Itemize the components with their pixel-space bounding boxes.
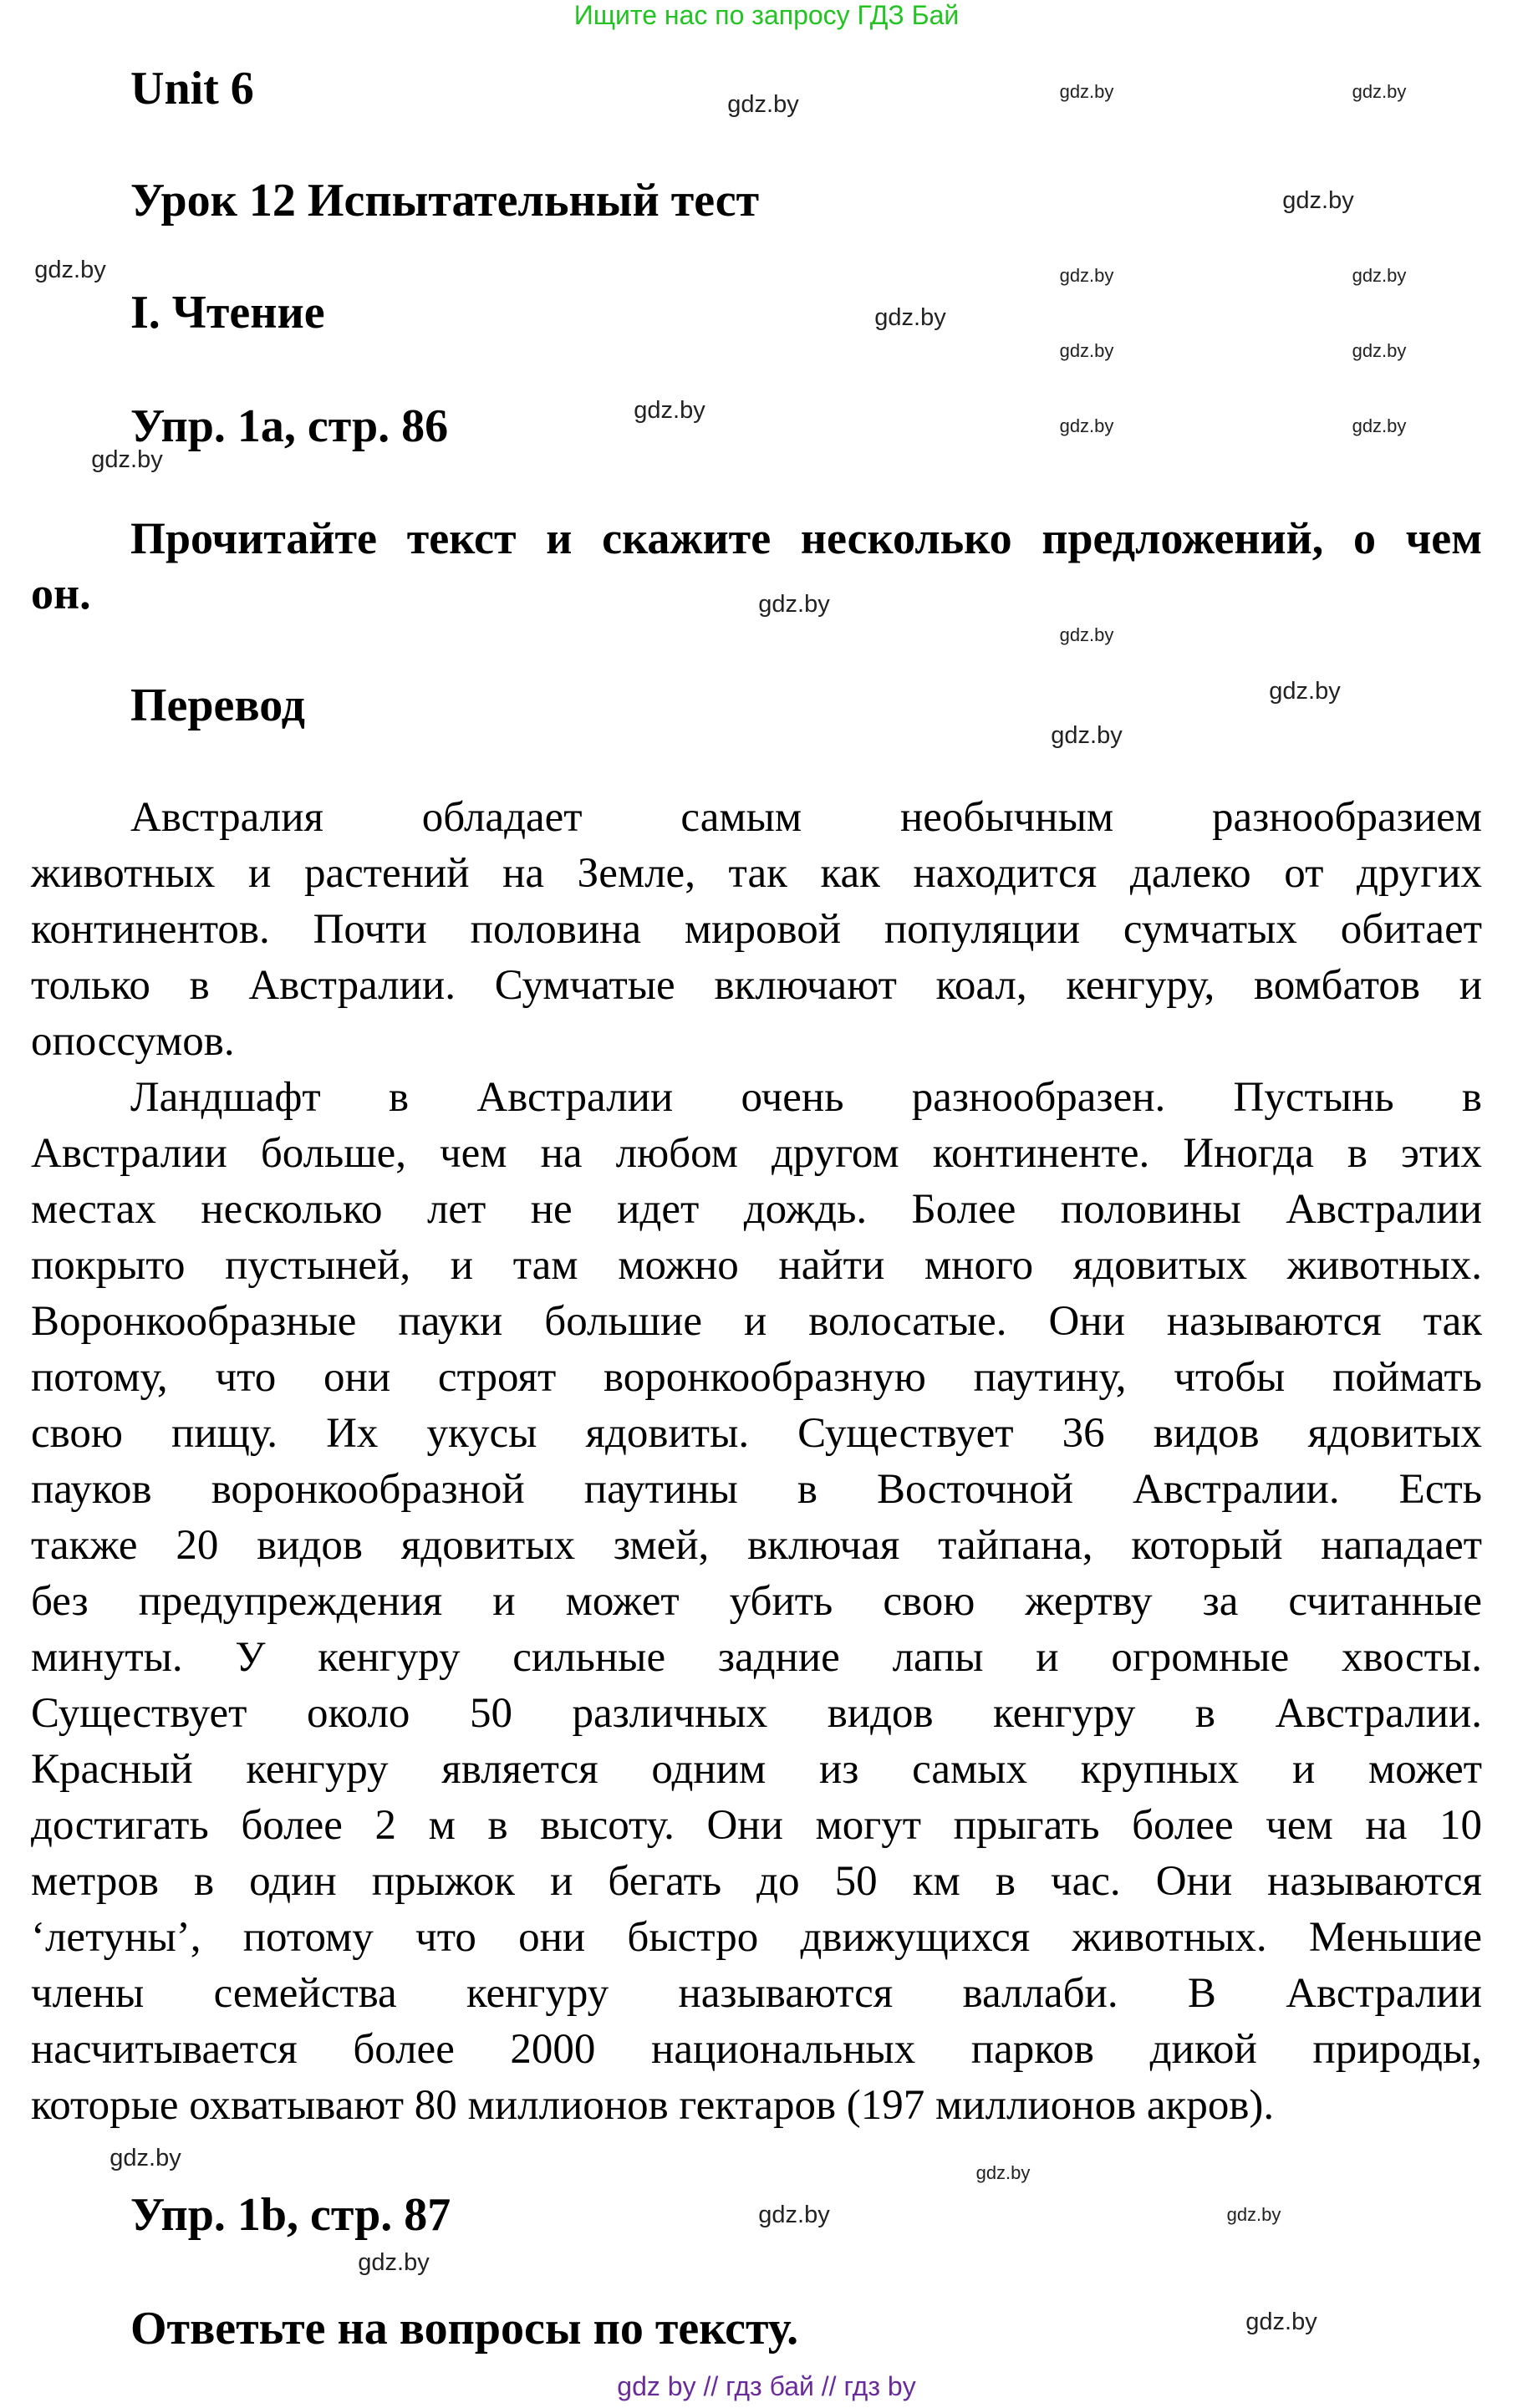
text-line: Ландшафт в Австралии очень разнообразен. Пустынь в — [130, 1074, 1482, 1121]
exercise-1a-heading: Упр. 1а, стр. 86 — [130, 400, 449, 452]
task-1a-line: Прочитайте текст и скажите несколько предложений, о чем — [130, 513, 1482, 563]
text-line: Воронкообразные пауки большие и волосатые. Они называются так — [31, 1298, 1482, 1345]
text-line: Существует около 50 различных видов кенгуру в Австралии. — [31, 1690, 1482, 1737]
text-line: потому, что они строят воронкообразную паутину, чтобы поймать — [31, 1354, 1482, 1401]
text-line: метров в один прыжок и бегать до 50 км в час. Они называются — [31, 1858, 1482, 1905]
watermark-text: gdz.by — [1352, 340, 1407, 361]
text-line: местах несколько лет не идет дождь. Более половины Австралии — [31, 1186, 1482, 1233]
watermark-text: gdz.by — [1226, 2204, 1281, 2225]
unit-heading: Unit 6 — [130, 63, 254, 115]
section-heading: I. Чтение — [130, 287, 325, 339]
translation-heading: Перевод — [130, 680, 305, 731]
watermark-text: gdz.by — [110, 2145, 181, 2171]
text-line: свою пищу. Их укусы ядовиты. Существует 36 видов ядовитых — [31, 1410, 1482, 1457]
text-line: ‘летуны’, потому что они быстро движущихся животных. Меньшие — [31, 1914, 1482, 1961]
watermark-text: gdz.by — [1059, 624, 1114, 645]
watermark-text: gdz.by — [758, 2202, 830, 2228]
exercise-1b-heading: Упр. 1b, стр. 87 — [130, 2189, 451, 2241]
watermark-text: gdz.by — [1352, 81, 1407, 102]
watermark-text: gdz.by — [1059, 265, 1114, 286]
text-line: насчитывается более 2000 национальных парков дикой природы, — [31, 2026, 1482, 2073]
text-line: достигать более 2 м в высоту. Они могут прыгать более чем на 10 — [31, 1802, 1482, 1849]
task-1a-line: он. — [31, 568, 91, 619]
watermark-text: gdz.by — [1245, 2309, 1317, 2335]
task-1b: Ответьте на вопросы по тексту. — [130, 2303, 799, 2355]
text-line: только в Австралии. Сумчатые включают коал, кенгуру, вомбатов и — [31, 962, 1482, 1009]
text-line: Красный кенгуру является одним из самых крупных и может — [31, 1746, 1482, 1793]
search-banner-link[interactable]: Ищите нас по запросу ГДЗ Бай — [573, 0, 960, 30]
text-line: опоссумов. — [31, 1018, 235, 1065]
text-line: Австралия обладает самым необычным разнообразием — [130, 794, 1482, 841]
lesson-title: Урок 12 Испытательный тест — [130, 175, 760, 227]
watermark-text: gdz.by — [1059, 340, 1114, 361]
bottom-links[interactable]: gdz by // гдз бай // гдз by — [617, 2371, 916, 2401]
watermark-text: gdz.by — [1269, 678, 1341, 705]
text-line: континентов. Почти половина мировой популяции сумчатых обитает — [31, 906, 1482, 953]
text-line: которые охватывают 80 миллионов гектаров (197 миллионов акров). — [31, 2082, 1275, 2129]
text-line: минуты. У кенгуру сильные задние лапы и огромные хвосты. — [31, 1634, 1482, 1681]
text-line: животных и растений на Земле, так как находится далеко от других — [31, 850, 1482, 897]
text-line: пауков воронкообразной паутины в Восточной Австралии. Есть — [31, 1466, 1482, 1513]
watermark-text: gdz.by — [634, 397, 705, 424]
text-line: члены семейства кенгуру называются валлаби. В Австралии — [31, 1970, 1482, 2017]
watermark-text: gdz.by — [1059, 81, 1114, 102]
watermark-text: gdz.by — [758, 591, 830, 618]
watermark-text: gdz.by — [874, 304, 946, 331]
text-line: покрыто пустыней, и там можно найти много ядовитых животных. — [31, 1242, 1482, 1289]
text-line: также 20 видов ядовитых змей, включая тайпана, который нападает — [31, 1522, 1482, 1569]
watermark-text: gdz.by — [727, 91, 799, 118]
text-line: без предупреждения и может убить свою жертву за считанные — [31, 1578, 1482, 1625]
watermark-text: gdz.by — [34, 257, 106, 283]
watermark-text: gdz.by — [1352, 415, 1407, 436]
watermark-text: gdz.by — [91, 446, 163, 473]
watermark-text: gdz.by — [1352, 265, 1407, 286]
watermark-text: gdz.by — [975, 2162, 1031, 2183]
text-line: Австралии больше, чем на любом другом континенте. Иногда в этих — [31, 1130, 1482, 1177]
watermark-text: gdz.by — [358, 2249, 430, 2276]
watermark-text: gdz.by — [1051, 722, 1123, 749]
watermark-text: gdz.by — [1059, 415, 1114, 436]
watermark-text: gdz.by — [1282, 187, 1354, 214]
